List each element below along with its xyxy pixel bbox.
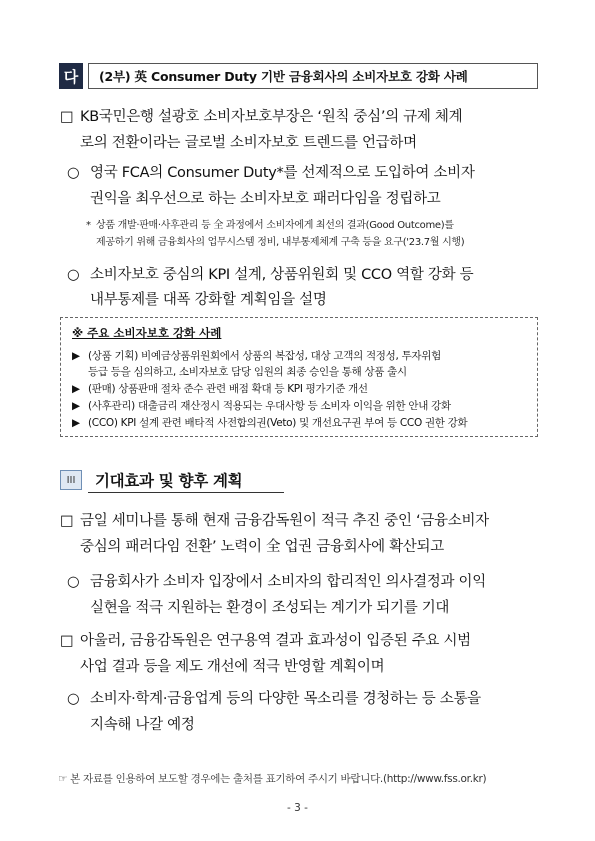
paragraph-line: 아울러, 금융감독원은 연구용역 결과 효과성이 입증된 주요 시범	[80, 633, 471, 649]
section-underline	[88, 492, 284, 493]
section-badge: 다	[59, 63, 83, 89]
section-title: 기대효과 및 향후 계획	[95, 472, 243, 490]
paragraph-line: 권익을 최우선으로 하는 소비자보호 패러다임을 정립하고	[90, 191, 441, 207]
circle-bullet: ○	[67, 165, 80, 181]
circle-bullet: ○	[67, 691, 80, 707]
triangle-bullet-icon: ▶	[72, 417, 80, 429]
paragraph-line: 영국 FCA의 Consumer Duty*를 선제적으로 도입하여 소비자	[90, 165, 475, 181]
paragraph-line: 실현을 적극 지원하는 환경이 조성되는 계기가 되기를 기대	[90, 600, 450, 616]
paragraph-line: 소비자·학계·금융업계 등의 다양한 목소리를 경청하는 등 소통을	[90, 691, 481, 707]
paragraph-line: KB국민은행 설광호 소비자보호부장은 ‘원칙 중심’의 규제 체계	[80, 109, 463, 125]
square-bullet: □	[60, 633, 74, 649]
page-number: - 3 -	[287, 802, 308, 814]
circle-bullet: ○	[67, 574, 80, 590]
triangle-bullet-icon: ▶	[72, 350, 80, 362]
pointing-hand-icon: ☞	[58, 773, 68, 785]
citation-note	[58, 771, 486, 786]
paragraph-line: 금융회사가 소비자 입장에서 소비자의 합리적인 의사결정과 이익	[90, 574, 486, 590]
circle-bullet: ○	[67, 267, 80, 283]
section-title: (2부) 英 Consumer Duty 기반 금융회사의 소비자보호 강화 사례	[88, 63, 538, 89]
footnote-marker: *	[86, 220, 91, 231]
paragraph-line: 내부통제를 대폭 강화할 계획임을 설명	[90, 292, 327, 308]
triangle-bullet-icon: ▶	[72, 383, 80, 395]
footnote-line: 상품 개발·판매·사후관리 등 全 과정에서 소비자에게 최선의 결과(Good Outcome)를	[96, 220, 454, 231]
square-bullet: □	[60, 513, 74, 529]
cases-title: ※ 주요 소비자보호 강화 사례	[72, 326, 222, 340]
paragraph-line: 사업 결과 등을 제도 개선에 적극 반영할 계획이며	[80, 659, 385, 675]
section-number-badge: III	[60, 470, 82, 490]
paragraph-line: 중심의 패러다임 전환’ 노력이 全 업권 금융회사에 확산되고	[80, 539, 444, 555]
paragraph-line: 로의 전환이라는 글로벌 소비자보호 트렌드를 언급하며	[80, 135, 417, 151]
square-bullet: □	[60, 109, 74, 125]
case-item-line: (사후관리) 대출금리 재산정시 적용되는 우대사항 등 소비자 이익을 위한 안내 강화	[88, 400, 451, 412]
case-item-line: 등급 등을 심의하고, 소비자보호 담당 임원의 최종 승인을 통해 상품 출시	[88, 366, 407, 378]
footnote-line: 제공하기 위해 금융회사의 업무시스템 정비, 내부통제체계 구축 등을 요구('23.7월 시행)	[96, 237, 465, 248]
case-item-line: (상품 기획) 비예금상품위원회에서 상품의 복잡성, 대상 고객의 적정성, 투자위험	[88, 350, 441, 362]
triangle-bullet-icon: ▶	[72, 400, 80, 412]
paragraph-line: 지속해 나갈 예정	[90, 717, 195, 733]
case-item-line: (CCO) KPI 설계 관련 배타적 사전합의권(Veto) 및 개선요구권 부여 등 CCO 권한 강화	[88, 417, 468, 429]
case-item-line: (판매) 상품판매 절차 준수 관련 배점 확대 등 KPI 평가기준 개선	[88, 383, 368, 395]
paragraph-line: 금일 세미나를 통해 현재 금융감독원이 적극 추진 중인 ‘금융소비자	[80, 513, 489, 529]
paragraph-line: 소비자보호 중심의 KPI 설계, 상품위원회 및 CCO 역할 강화 등	[90, 267, 474, 283]
citation-text: 본 자료를 인용하여 보도할 경우에는 출처를 표기하여 주시기 바랍니다.(http://www.fss.or.kr)	[70, 773, 487, 785]
